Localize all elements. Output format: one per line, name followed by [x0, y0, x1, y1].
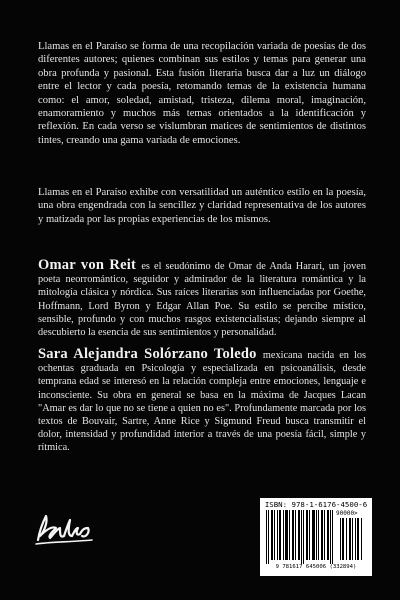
isbn-label: ISBN: 978-1-6176-4500-6 [264, 500, 368, 509]
author-bio-text-2: mexicana nacida en los ochentas graduada en Psicología y especializada en psicoanálisis, desde temprana edad se interesó en la relación compleja entre emociones, lenguaje e inconsciente. Su obra en general se basa en la máxima de Jacques Lacan "Amar es dar lo que no se tiene a quien no es". Profundamente marcada por los textos de Bouvair, Sartre, Anne Rice y Sigmund Freud busca transmitir el dolor, intensidad y profundidad interior a través de una poesía fácil, simple y rítmica. [38, 350, 366, 454]
barcode-addon: 90000> [336, 510, 358, 517]
author-bio-2 [38, 348, 366, 455]
description-paragraph-2: Llamas en el Paraíso exhibe con versatilidad un auténtico estilo en la poesía, una obra engendrada con la sencillez y claridad representativa de los autores y matizada por las propias experiencias de los mismos. [38, 187, 366, 225]
author-bio-1 [38, 259, 366, 339]
author-name-1: Omar von Reit [38, 257, 142, 273]
isbn-barcode [260, 498, 372, 576]
publisher-logo [30, 510, 100, 550]
barcode-bars [266, 510, 366, 564]
author-bio-text-1: es el seudónimo de Omar de Anda Harari, un joven poeta neorromántico, seguidor y admirador de la literatura romántica y la mitología clásica y nórdica. Sus raíces literarias son influenciadas por Goethe, Hoffmann, Lord Byron y Edgar Allan Poe. Su estilo se percibe místico, sensible, profundo y con muchos rasgos existencialistas; dejando siempre al descubierto la esencia de sus sentimientos y personalidad. [38, 261, 366, 339]
author-name-2: Sara Alejandra Solórzano Toledo [38, 346, 263, 362]
description-paragraph-1: Llamas en el Paraíso se forma de una recopilación variada de poesías de dos diferentes autores; quienes combinan sus estilos y temas para generar una obra profunda y pasional. Esta fusión literaria busca dar a luz un diálogo entre el lector y cada poesía, retomando temas de la existencia humana como: el amor, soledad, amistad, tristeza, dilema moral, imaginación, enamoramiento y muchos más temas orientados a la identificación y reflexión. En cada verso se vislumbran matices de sentimientos de distintos tintes, creando una gama variada de emociones. [38, 41, 366, 146]
barcode-digits: 9 781617 645006 (332894) [275, 564, 357, 570]
